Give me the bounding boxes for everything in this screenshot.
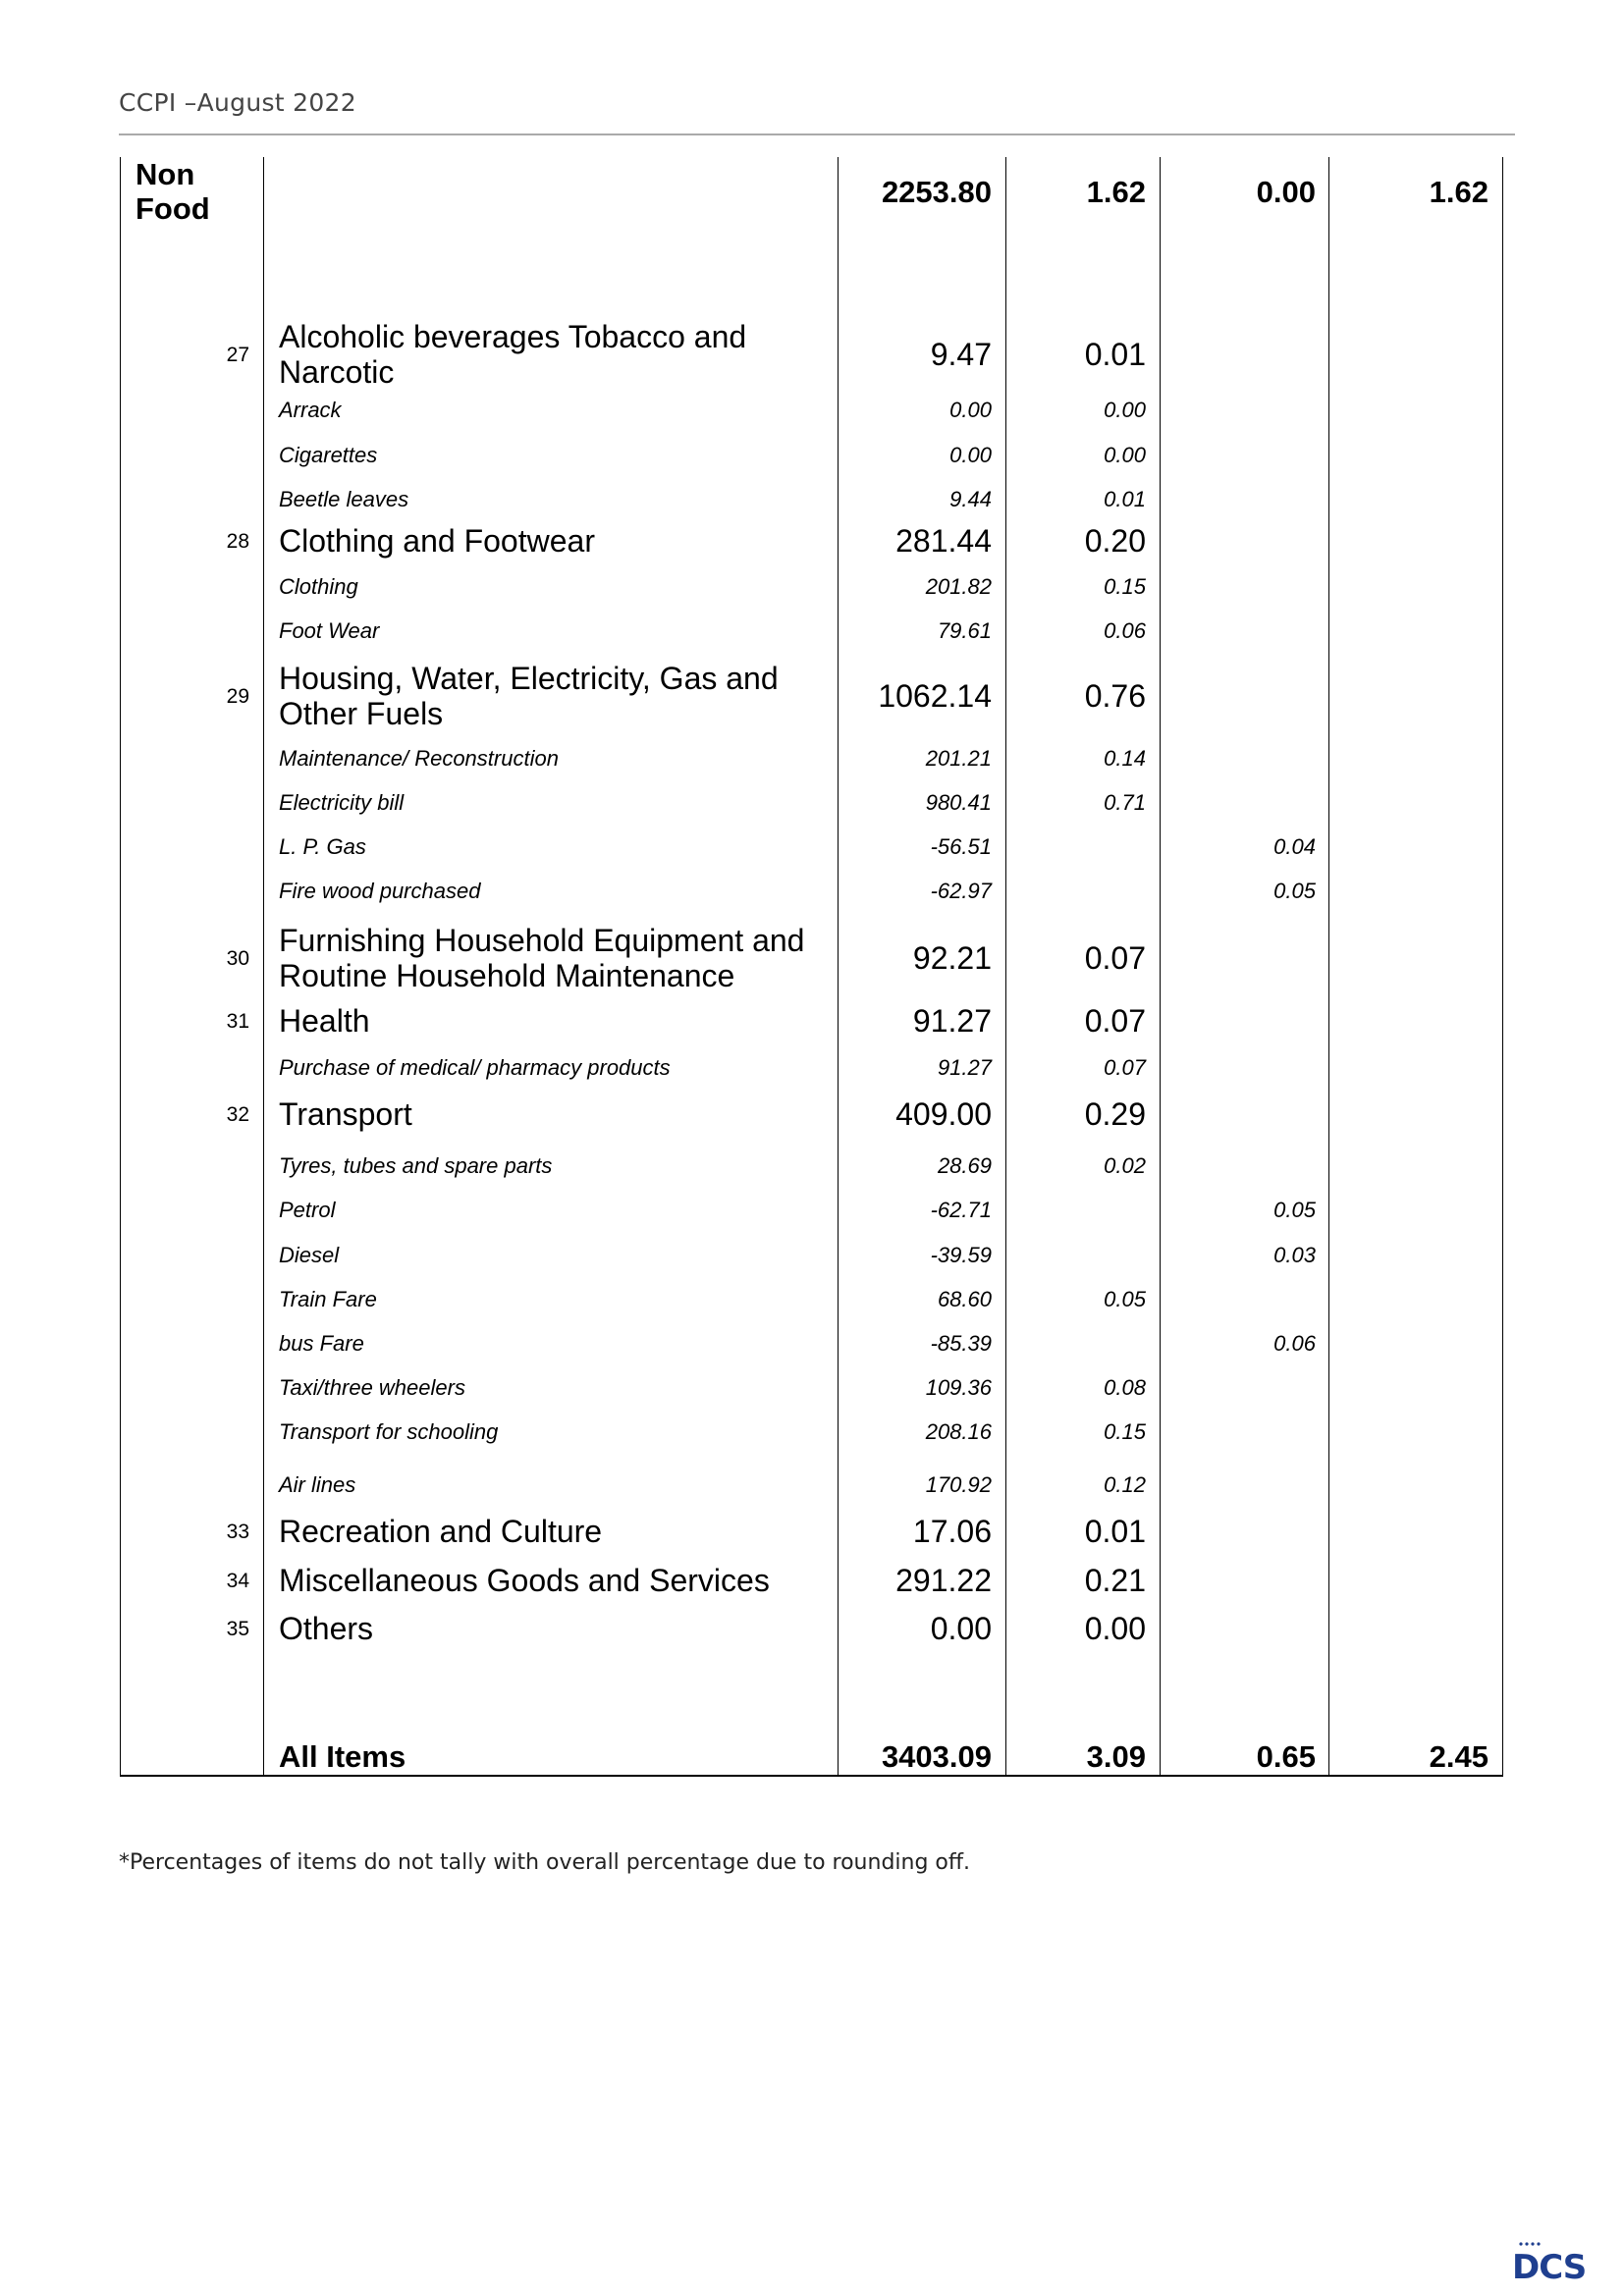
group-label-line1: Non [135,157,195,191]
table-divider [1005,157,1006,1776]
value-2: 0.21 [1084,1563,1146,1598]
value-1: 170.92 [925,1472,992,1497]
category-label [279,1096,829,1132]
value-3: 0.05 [1273,879,1316,903]
dcs-logo: DCS [1512,2248,1587,2287]
category-label-line1: Alcoholic beverages Tobacco and [279,319,747,354]
category-number: 30 [226,947,249,970]
category-label [279,523,829,559]
value-1: 68.60 [937,1287,992,1311]
table-border-left [120,157,121,1776]
table-divider [1160,157,1161,1776]
table-divider [1328,157,1329,1776]
category-number: 34 [226,1570,249,1592]
category-label-line2: Narcotic [279,354,395,390]
category-number: 35 [226,1618,249,1640]
value-1: 208.16 [925,1419,992,1444]
table-border-bottom [120,1775,1503,1777]
category-label [279,1611,829,1646]
subitem-label: Tyres, tubes and spare parts [279,1153,553,1178]
category-label-line2: Routine Household Maintenance [279,958,735,993]
value-2: 0.01 [1084,337,1146,372]
value-1: 79.61 [937,618,992,643]
value-2: 0.07 [1084,940,1146,976]
subitem-label: Electricity bill [279,790,405,815]
category-number: 33 [226,1521,249,1543]
value-3: 0.03 [1273,1243,1316,1267]
total-value-3: 0.65 [1256,1739,1316,1774]
value-1: 91.27 [937,1055,992,1080]
value-2: 0.01 [1104,487,1146,511]
value-2: 0.12 [1104,1472,1146,1497]
value-1: 291.22 [895,1563,992,1598]
value-2: 0.29 [1084,1096,1146,1132]
value-1: 9.47 [930,337,992,372]
value-1: 0.00 [930,1611,992,1646]
subitem-label: Cigarettes [279,443,378,467]
category-label-line1: Furnishing Household Equipment and [279,923,805,958]
total-value-4: 2.45 [1429,1739,1489,1774]
value-2: 0.00 [1104,443,1146,467]
table-divider [263,157,264,1776]
value-1: 409.00 [895,1096,992,1132]
value-1: 28.69 [937,1153,992,1178]
value-1: 281.44 [895,523,992,559]
value-3: 0.04 [1273,834,1316,859]
value-1: 9.44 [949,487,992,511]
total-value-2: 3.09 [1086,1739,1146,1774]
value-1: 17.06 [912,1514,992,1549]
value-1: 980.41 [925,790,992,815]
value-2: 0.14 [1104,746,1146,771]
category-number: 28 [226,530,249,553]
value-1: 109.36 [925,1375,992,1400]
value-1: 92.21 [912,940,992,976]
subitem-label: L. P. Gas [279,834,366,859]
value-1: 1062.14 [878,678,992,714]
page-header-title: CCPI –August 2022 [119,88,356,117]
value-2: 0.20 [1084,523,1146,559]
value-2: 0.05 [1104,1287,1146,1311]
subitem-label: Maintenance/ Reconstruction [279,746,559,771]
value-2: 0.71 [1104,790,1146,815]
subitem-label: Foot Wear [279,618,380,643]
category-label-line1: Miscellaneous Goods and Services [279,1563,770,1598]
group-value-3: 0.00 [1256,175,1316,209]
category-number: 32 [226,1103,249,1126]
value-2: 0.00 [1104,398,1146,422]
value-2: 0.76 [1084,678,1146,714]
category-label [279,319,829,390]
value-2: 0.15 [1104,1419,1146,1444]
subitem-label: Fire wood purchased [279,879,481,903]
subitem-label: Petrol [279,1198,336,1222]
header-rule [119,133,1515,135]
value-2: 0.00 [1084,1611,1146,1646]
category-label [279,1514,829,1549]
value-1: 201.82 [925,574,992,599]
group-label-line2: Food [135,191,210,226]
subitem-label: Diesel [279,1243,340,1267]
category-number: 31 [226,1010,249,1033]
value-2: 0.06 [1104,618,1146,643]
category-label [279,923,829,993]
value-2: 0.15 [1104,574,1146,599]
footnote: *Percentages of items do not tally with overall percentage due to rounding off. [119,1850,971,1875]
category-label [279,1003,829,1039]
group-value-4: 1.62 [1429,175,1489,209]
value-1: -56.51 [930,834,992,859]
value-1: 0.00 [949,443,992,467]
subitem-label: Arrack [279,398,342,422]
value-2: 0.02 [1104,1153,1146,1178]
value-3: 0.05 [1273,1198,1316,1222]
value-2: 0.07 [1104,1055,1146,1080]
category-label-line1: Health [279,1003,370,1039]
value-1: -85.39 [930,1331,992,1356]
value-1: -62.71 [930,1198,992,1222]
value-1: 0.00 [949,398,992,422]
subitem-label: Clothing [279,574,358,599]
group-value-1: 2253.80 [881,175,992,209]
logo-dots-icon [1519,2241,1541,2247]
subitem-label: Purchase of medical/ pharmacy products [279,1055,671,1080]
category-number: 27 [226,344,249,366]
value-2: 0.08 [1104,1375,1146,1400]
value-1: -39.59 [930,1243,992,1267]
category-number: 29 [226,685,249,708]
value-2: 0.01 [1084,1514,1146,1549]
category-label [279,1563,829,1598]
value-2: 0.07 [1084,1003,1146,1039]
subitem-label: Taxi/three wheelers [279,1375,465,1400]
category-label-line1: Housing, Water, Electricity, Gas and [279,661,779,696]
value-1: 91.27 [912,1003,992,1039]
group-value-2: 1.62 [1086,175,1146,209]
group-label [135,157,210,226]
total-label: All Items [279,1739,406,1774]
value-1: -62.97 [930,879,992,903]
category-label-line2: Other Fuels [279,696,444,731]
table-border-right [1502,157,1503,1776]
category-label-line1: Transport [279,1096,412,1132]
total-value-1: 3403.09 [881,1739,992,1774]
subitem-label: Air lines [279,1472,356,1497]
category-label-line1: Recreation and Culture [279,1514,603,1549]
category-label-line1: Others [279,1611,374,1646]
category-label-line1: Clothing and Footwear [279,523,595,559]
subitem-label: Beetle leaves [279,487,409,511]
value-1: 201.21 [925,746,992,771]
category-label [279,661,829,731]
subitem-label: Transport for schooling [279,1419,499,1444]
value-3: 0.06 [1273,1331,1316,1356]
subitem-label: bus Fare [279,1331,364,1356]
subitem-label: Train Fare [279,1287,377,1311]
table-divider [838,157,839,1776]
